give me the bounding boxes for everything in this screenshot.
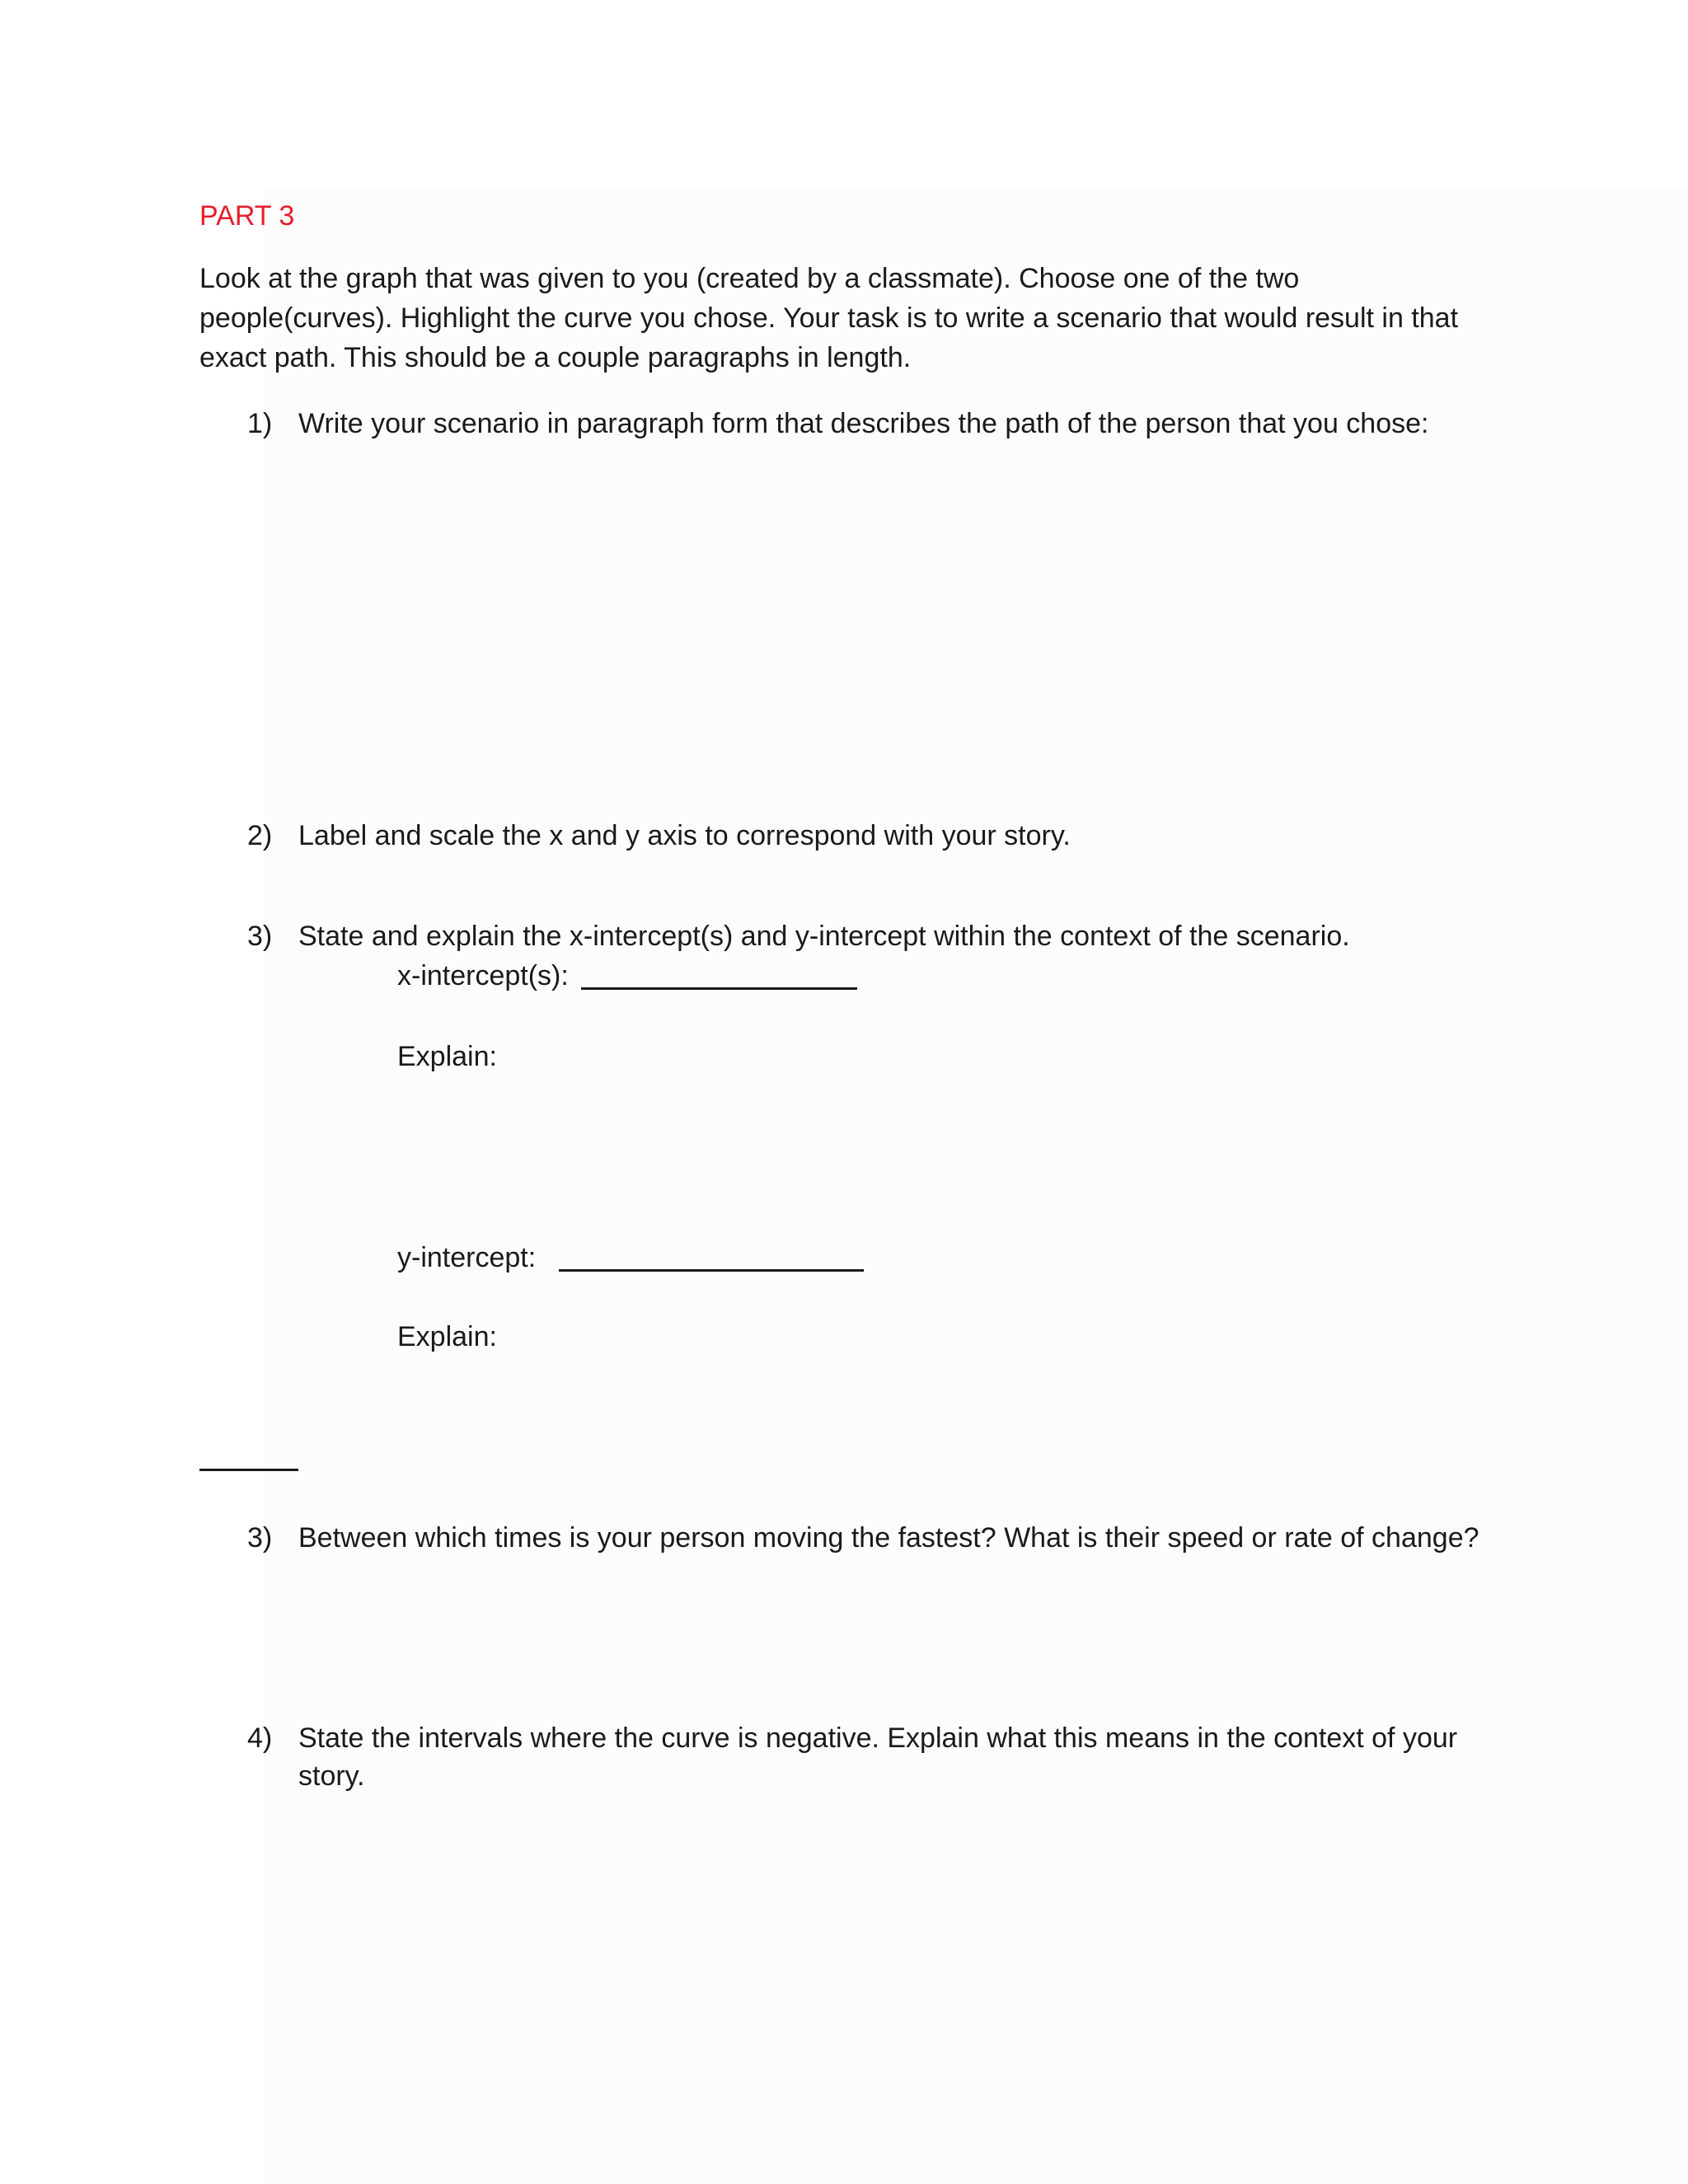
part-title: PART 3 bbox=[199, 200, 295, 232]
question-4-text-line-2: story. bbox=[298, 1760, 365, 1792]
instructions-line: people(curves). Highlight the curve you chose. Your task is to write a scenario that would result in that bbox=[199, 302, 1459, 334]
y-intercept-label: y-intercept: bbox=[397, 1242, 537, 1273]
y-intercept-answer-line[interactable] bbox=[559, 1269, 864, 1272]
question-2-text: Label and scale the x and y axis to correspond with your story. bbox=[298, 820, 1071, 851]
x-intercept-answer-line[interactable] bbox=[581, 987, 857, 990]
instructions-line: exact path. This should be a couple paragraphs in length. bbox=[199, 342, 912, 373]
question-3-number: 3) bbox=[247, 921, 273, 952]
question-1-text: Write your scenario in paragraph form that describes the path of the person that you chose: bbox=[298, 408, 1429, 439]
question-4-text-line-1: State the intervals where the curve is negative. Explain what this means in the context of your bbox=[298, 1722, 1458, 1754]
page-background bbox=[264, 190, 1688, 2184]
instructions-paragraph bbox=[199, 259, 1458, 377]
x-intercept-explain-label: Explain: bbox=[397, 1041, 497, 1072]
divider-line bbox=[199, 1469, 298, 1471]
question-3b-text: Between which times is your person moving the fastest? What is their speed or rate of change? bbox=[298, 1522, 1479, 1554]
question-1-number: 1) bbox=[247, 408, 273, 439]
instructions-line: Look at the graph that was given to you (created by a classmate). Choose one of the two bbox=[199, 263, 1300, 294]
y-intercept-explain-label: Explain: bbox=[397, 1321, 497, 1352]
question-3-text: State and explain the x-intercept(s) and y-intercept within the context of the scenario. bbox=[298, 921, 1350, 952]
question-3b-number: 3) bbox=[247, 1522, 273, 1554]
question-4-number: 4) bbox=[247, 1722, 273, 1754]
x-intercept-label: x-intercept(s): bbox=[397, 960, 569, 991]
question-2-number: 2) bbox=[247, 820, 273, 851]
